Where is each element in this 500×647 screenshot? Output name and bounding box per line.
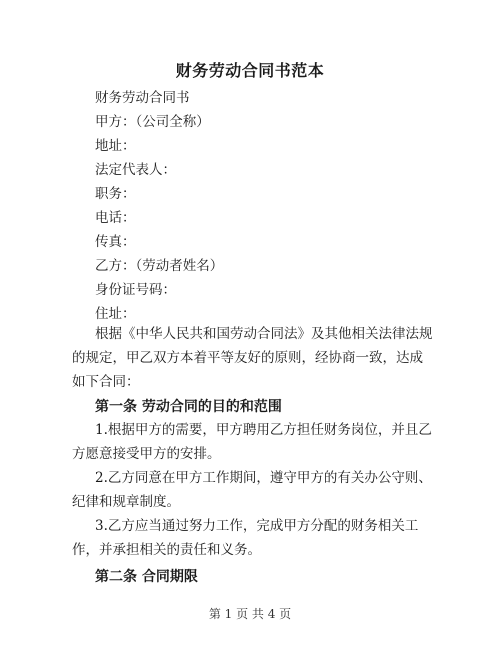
- article-1-item: [72, 514, 434, 562]
- party-b-line: 乙方：（劳动者姓名）: [95, 258, 224, 274]
- intro-paragraph: [72, 322, 434, 394]
- phone-line: 电话：: [95, 210, 136, 226]
- fax-line: 传真：: [95, 234, 136, 250]
- doc-name-line: 财务劳动合同书: [95, 90, 190, 106]
- article-1-item-text: 1.根据甲方的需要，甲方聘用乙方担任财务岗位，并且乙方愿意接受甲方的安排。: [72, 422, 432, 462]
- id-number-line: 身份证号码：: [95, 282, 176, 298]
- residence-line: 住址：: [95, 306, 136, 322]
- position-line: 职务：: [95, 186, 136, 202]
- page-footer: 第 1 页 共 4 页: [208, 607, 292, 621]
- article-1-item: [72, 466, 434, 514]
- intro-text: 根据《中华人民共和国劳动合同法》及其他相关法律法规的规定，甲乙双方本着平等友好的原则，经协商一致，达成如下合同：: [72, 326, 433, 390]
- article-1-item-text: 2.乙方同意在甲方工作期间，遵守甲方的有关办公守则、纪律和规章制度。: [72, 470, 432, 510]
- address-line: 地址：: [95, 138, 136, 154]
- article-1-item: [72, 418, 434, 466]
- legal-rep-line: 法定代表人：: [95, 162, 176, 178]
- article-1-heading: 第一条 劳动合同的目的和范围: [95, 399, 282, 415]
- party-a-line: 甲方：（公司全称）: [95, 114, 210, 130]
- article-1-item-text: 3.乙方应当通过努力工作，完成甲方分配的财务相关工作，并承担相关的责任和义务。: [72, 518, 419, 558]
- document-title: 财务劳动合同书范本: [175, 61, 325, 80]
- article-2-heading: 第二条 合同期限: [95, 569, 198, 585]
